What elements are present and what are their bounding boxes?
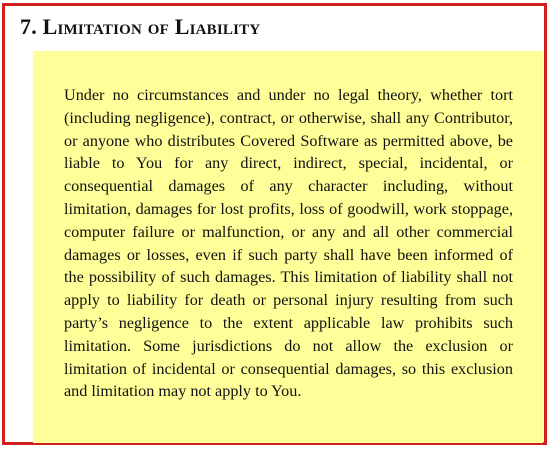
highlighted-text-box <box>33 51 543 443</box>
section-frame <box>2 3 547 445</box>
section-number: 7. <box>20 14 37 39</box>
section-title-text: Limitation of Liability <box>42 14 261 39</box>
section-heading <box>20 10 260 44</box>
liability-paragraph: Under no circumstances and under no legal theory, whether tort (including negligence), contract, or otherwise, shall any Contributor, or anyone who distributes Covered Software as permitted above, be liable to You for any direct, indirect, special, incidental, or consequential damages of any character including, without limitation, damages for lost profits, loss of goodwill, work stoppage, computer failure or malfunction, or any and all other commercial damages or losses, even if such party shall have been informed of the possibility of such damages. This limitation of liability shall not apply to liability for death or personal injury resulting from such party’s negligence to the extent applicable law prohibits such limitation. Some jurisdictions do not allow the exclusion or limitation of incidental or consequential damages, so this exclusion and limitation may not apply to You. <box>64 86 513 401</box>
